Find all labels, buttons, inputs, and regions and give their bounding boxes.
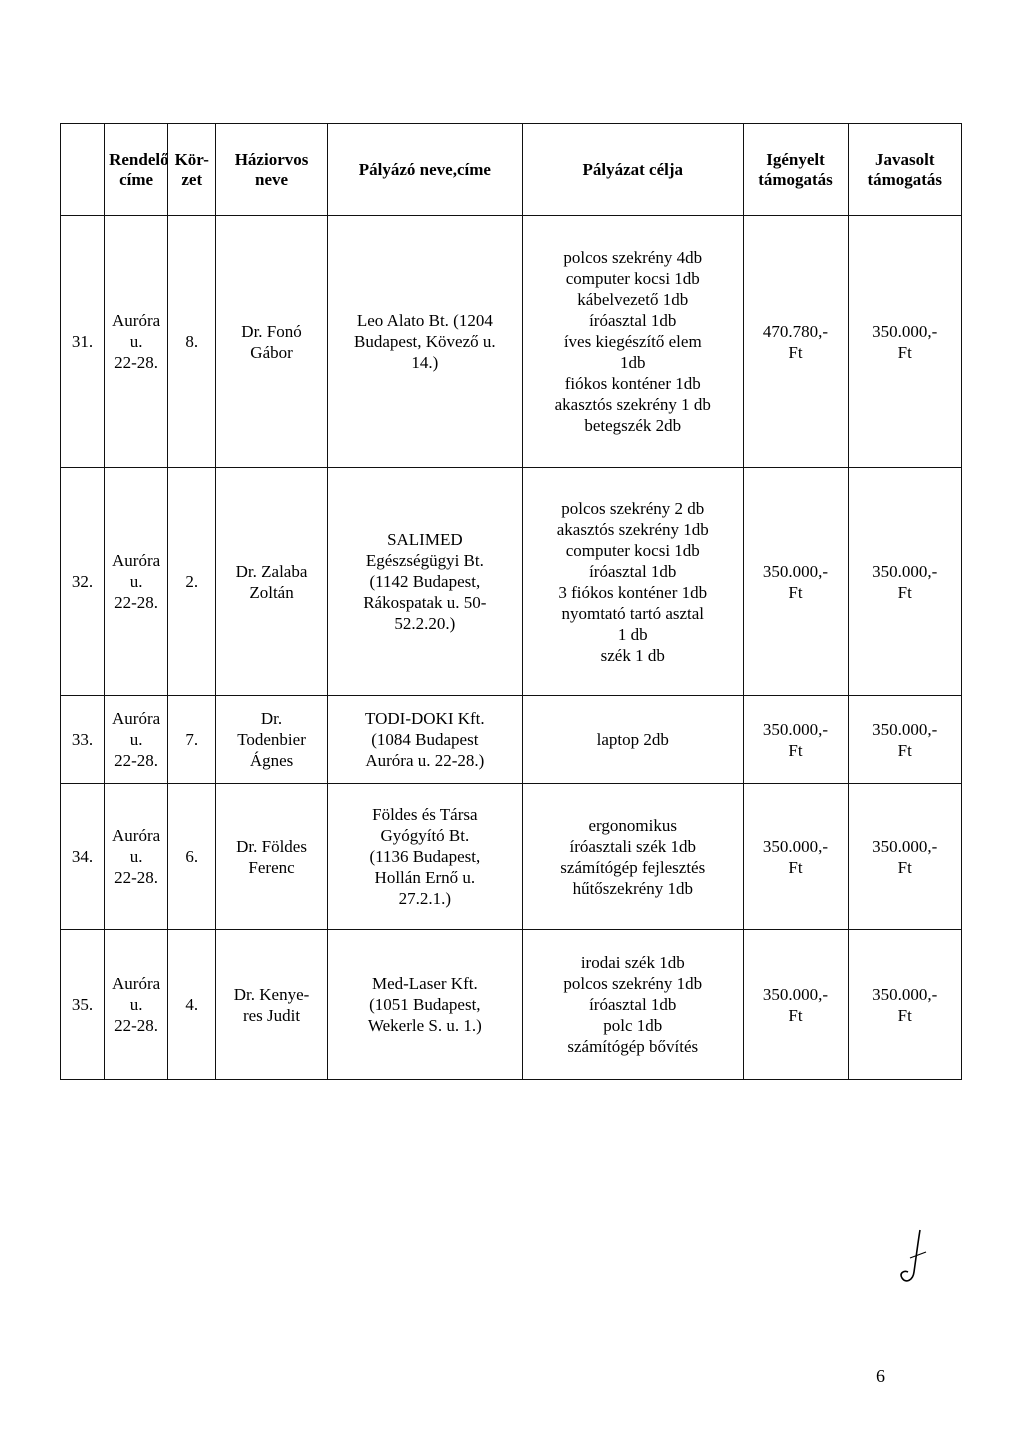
row-requested: 350.000,- Ft	[743, 784, 848, 930]
grant-table	[60, 123, 962, 1080]
row-purpose: ergonomikus íróasztali szék 1db számítógép fejlesztés hűtőszekrény 1db	[523, 784, 744, 930]
row-district: 4.	[168, 930, 216, 1080]
row-num: 31.	[61, 216, 105, 468]
row-district: 6.	[168, 784, 216, 930]
row-address: Auróra u. 22-28.	[105, 930, 168, 1080]
row-purpose: polcos szekrény 2 db akasztós szekrény 1db computer kocsi 1db íróasztal 1db 3 fiókos konténer 1db nyomtató tartó asztal 1 db szék 1 db	[523, 468, 744, 696]
row-num: 33.	[61, 696, 105, 784]
row-applicant: SALIMED Egészségügyi Bt. (1142 Budapest, Rákospatak u. 50- 52.2.20.)	[327, 468, 522, 696]
table-row	[61, 216, 962, 468]
row-doctor: Dr. Földes Ferenc	[216, 784, 327, 930]
header-address: Rendelő címe	[105, 124, 168, 216]
row-proposed: 350.000,- Ft	[848, 784, 961, 930]
row-requested: 470.780,- Ft	[743, 216, 848, 468]
signature-mark	[896, 1228, 936, 1288]
row-applicant: Med-Laser Kft. (1051 Budapest, Wekerle S. u. 1.)	[327, 930, 522, 1080]
row-applicant: TODI-DOKI Kft. (1084 Budapest Auróra u. 22-28.)	[327, 696, 522, 784]
header-row	[61, 124, 962, 216]
row-purpose: laptop 2db	[523, 696, 744, 784]
table-row	[61, 784, 962, 930]
row-doctor: Dr. Todenbier Ágnes	[216, 696, 327, 784]
table-row	[61, 930, 962, 1080]
header-requested: Igényelt támogatás	[743, 124, 848, 216]
row-doctor: Dr. Fonó Gábor	[216, 216, 327, 468]
row-purpose: irodai szék 1db polcos szekrény 1db íróasztal 1db polc 1db számítógép bővítés	[523, 930, 744, 1080]
row-address: Auróra u. 22-28.	[105, 696, 168, 784]
row-num: 34.	[61, 784, 105, 930]
row-doctor: Dr. Zalaba Zoltán	[216, 468, 327, 696]
row-applicant: Leo Alato Bt. (1204 Budapest, Kövező u. 14.)	[327, 216, 522, 468]
row-num: 35.	[61, 930, 105, 1080]
row-proposed: 350.000,- Ft	[848, 468, 961, 696]
table-row	[61, 696, 962, 784]
row-purpose: polcos szekrény 4db computer kocsi 1db kábelvezető 1db íróasztal 1db íves kiegészítő elem 1db fiókos konténer 1db akasztós szekrény 1 db betegszék 2db	[523, 216, 744, 468]
row-proposed: 350.000,- Ft	[848, 930, 961, 1080]
row-requested: 350.000,- Ft	[743, 696, 848, 784]
row-district: 2.	[168, 468, 216, 696]
page-number: 6	[876, 1366, 885, 1386]
row-requested: 350.000,- Ft	[743, 468, 848, 696]
header-doctor: Háziorvos neve	[216, 124, 327, 216]
header-district: Kör- zet	[168, 124, 216, 216]
header-applicant: Pályázó neve,címe	[327, 124, 522, 216]
row-requested: 350.000,- Ft	[743, 930, 848, 1080]
table-row	[61, 468, 962, 696]
row-proposed: 350.000,- Ft	[848, 216, 961, 468]
row-num: 32.	[61, 468, 105, 696]
row-district: 8.	[168, 216, 216, 468]
row-address: Auróra u. 22-28.	[105, 216, 168, 468]
row-address: Auróra u. 22-28.	[105, 468, 168, 696]
header-proposed: Javasolt támogatás	[848, 124, 961, 216]
header-num	[61, 124, 105, 216]
row-district: 7.	[168, 696, 216, 784]
row-doctor: Dr. Kenye- res Judit	[216, 930, 327, 1080]
row-proposed: 350.000,- Ft	[848, 696, 961, 784]
header-purpose: Pályázat célja	[523, 124, 744, 216]
row-address: Auróra u. 22-28.	[105, 784, 168, 930]
row-applicant: Földes és Társa Gyógyító Bt. (1136 Budapest, Hollán Ernő u. 27.2.1.)	[327, 784, 522, 930]
